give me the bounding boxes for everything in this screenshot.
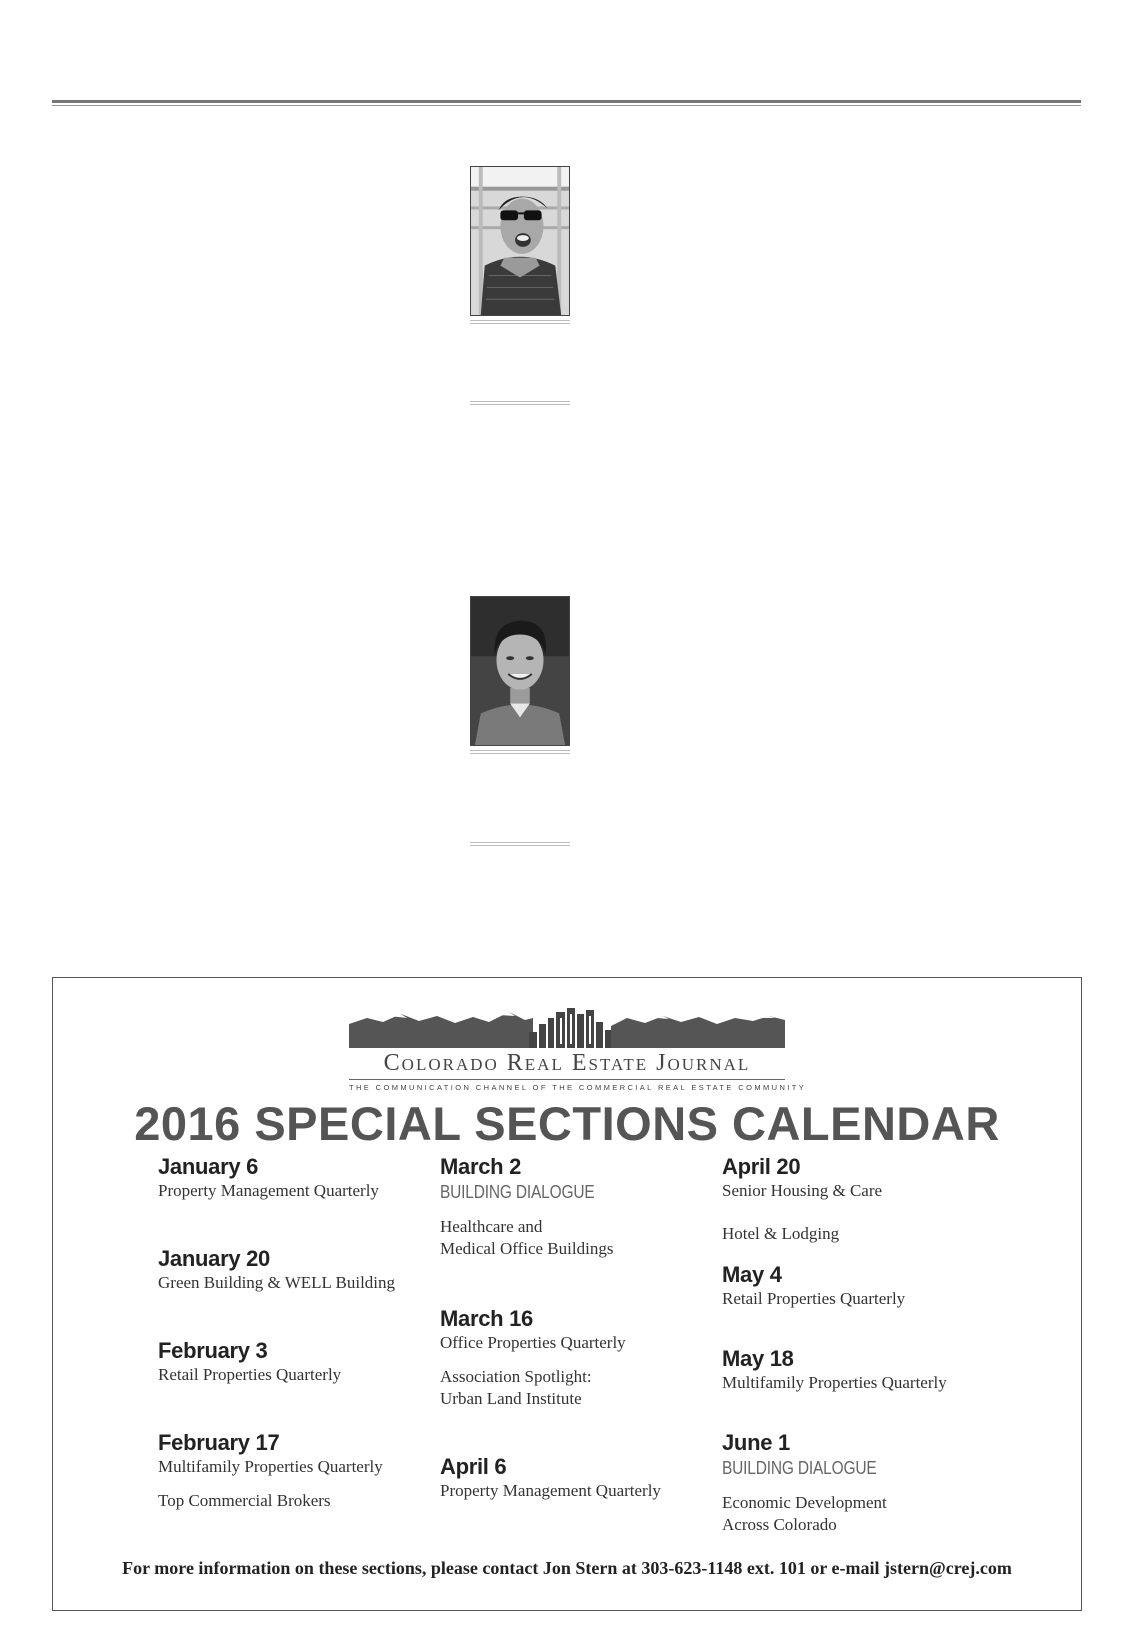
caption-rule-4 bbox=[470, 842, 570, 846]
entry-date: January 20 bbox=[158, 1246, 270, 1271]
entry-line: Retail Properties Quarterly bbox=[722, 1289, 906, 1308]
caption-rule-1 bbox=[470, 320, 570, 324]
caption-rule-3 bbox=[470, 750, 570, 754]
entry-date: April 20 bbox=[722, 1154, 801, 1179]
headshot-photo-2 bbox=[470, 596, 570, 746]
entry-line: Across Colorado bbox=[722, 1515, 837, 1534]
entry-line: Green Building & WELL Building bbox=[158, 1273, 396, 1292]
special-sections-ad bbox=[52, 977, 1082, 1611]
entry-line: Property Management Quarterly bbox=[158, 1181, 379, 1200]
calendar-entry bbox=[158, 1246, 428, 1294]
entry-line: Multifamily Properties Quarterly bbox=[722, 1373, 947, 1392]
crej-logo bbox=[349, 1008, 807, 1092]
entry-tag: BUILDING DIALOGUE bbox=[440, 1182, 595, 1202]
entry-line: Multifamily Properties Quarterly bbox=[158, 1457, 383, 1476]
entry-date: February 3 bbox=[158, 1338, 268, 1363]
entry-line: Economic Development bbox=[722, 1493, 887, 1512]
entry-date: February 17 bbox=[158, 1430, 280, 1455]
entry-line: Medical Office Buildings bbox=[440, 1239, 614, 1258]
entry-date: June 1 bbox=[722, 1430, 790, 1455]
entry-date: April 6 bbox=[440, 1454, 507, 1479]
entry-line: Property Management Quarterly bbox=[440, 1481, 661, 1500]
contact-line: For more information on these sections, please contact Jon Stern at 303-623-1148 ext. 101 or e-mail jstern@crej.com bbox=[122, 1558, 1012, 1578]
entry-date: May 18 bbox=[722, 1346, 794, 1371]
calendar-entry bbox=[440, 1154, 710, 1260]
top-rule bbox=[52, 100, 1081, 106]
entry-line: Urban Land Institute bbox=[440, 1389, 582, 1408]
caption-rule-2 bbox=[470, 401, 570, 405]
calendar-entry bbox=[440, 1454, 710, 1502]
calendar-entry bbox=[722, 1430, 1022, 1536]
headshot-photo-1 bbox=[470, 166, 570, 316]
entry-line: Retail Properties Quarterly bbox=[158, 1365, 342, 1384]
entry-date: January 6 bbox=[158, 1154, 259, 1179]
logo-rule bbox=[349, 1079, 785, 1080]
entry-tag: BUILDING DIALOGUE bbox=[722, 1458, 877, 1478]
entry-date: March 2 bbox=[440, 1154, 522, 1179]
entry-line: Senior Housing & Care bbox=[722, 1181, 883, 1200]
entry-line: Top Commercial Brokers bbox=[158, 1491, 331, 1510]
entry-line: Hotel & Lodging bbox=[722, 1224, 840, 1243]
calendar-entry bbox=[722, 1346, 1022, 1394]
entry-line: Healthcare and bbox=[440, 1217, 543, 1236]
logo-name: Colorado Real Estate Journal bbox=[383, 1050, 751, 1076]
calendar-entry bbox=[158, 1430, 428, 1512]
entry-line: Office Properties Quarterly bbox=[440, 1333, 626, 1352]
skyline-mountains-icon bbox=[349, 1008, 785, 1048]
calendar-entry bbox=[722, 1154, 1022, 1245]
entry-date: May 4 bbox=[722, 1262, 782, 1287]
calendar-entry bbox=[440, 1306, 710, 1410]
calendar-entry bbox=[158, 1338, 428, 1386]
logo-tagline: THE COMMUNICATION CHANNEL OF THE COMMERCIAL REAL ESTATE COMMUNITY bbox=[349, 1083, 807, 1092]
entry-date: March 16 bbox=[440, 1306, 533, 1331]
calendar-entry bbox=[158, 1154, 428, 1202]
entry-line: Association Spotlight: bbox=[440, 1367, 592, 1386]
calendar-entry bbox=[722, 1262, 1022, 1310]
calendar-title: 2016 SPECIAL SECTIONS CALENDAR bbox=[134, 1097, 1000, 1150]
